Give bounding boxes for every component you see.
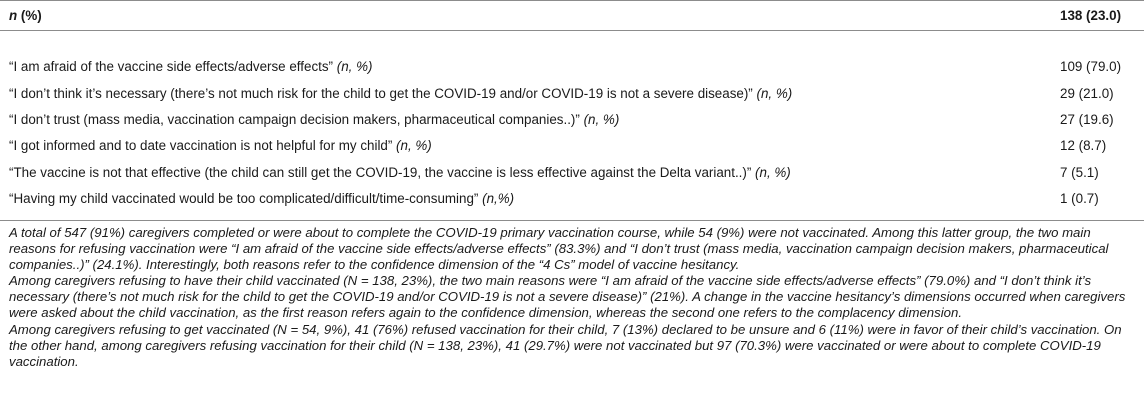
table-row-value: 12 (8.7) — [1060, 138, 1107, 153]
header-n-variable: n — [9, 8, 18, 23]
row-text: “I don’t think it’s necessary (there’s not much risk for the child to get the COVID-19 and/or COVID-19 is not a severe disease)” — [9, 86, 753, 101]
row-suffix: (n, %) — [392, 138, 432, 153]
header-percent-label: (%) — [17, 8, 42, 23]
row-suffix: (n, %) — [751, 165, 791, 180]
header-total: 138 (23.0) — [1060, 8, 1122, 23]
table-row-label — [9, 191, 514, 207]
footnote-paragraph: Among caregivers refusing to get vaccinated (N = 54, 9%), 41 (76%) refused vaccination for their child, 7 (13%) declared to be unsure and 6 (11%) were in favor of their child’s vaccination. On the other hand, among caregivers refusing vaccination for their child (N = 138, 23%), 41 (29.7%) were not vaccinated but 97 (70.3%) were vaccinated or were about to complete COVID-19 vaccination. — [9, 321, 1122, 369]
table-row-label — [9, 138, 432, 154]
row-suffix: (n, %) — [579, 112, 620, 127]
row-text: “Having my child vaccinated would be too complicated/difficult/time-consuming” — [9, 191, 479, 206]
table-row-label — [9, 112, 619, 128]
footnote-paragraph: A total of 547 (91%) caregivers completed or were about to complete the COVID-19 primary vaccination course, while 54 (9%) were not vaccinated. Among this latter group, the two main reasons for refusing vaccination were “I am afraid of the vaccine side effects/adverse effects” (83.3%) and “I don’t trust (mass media, vaccination campaign decision makers, pharmaceutical companies..)” (24.1%). Interestingly, both reasons refer to the confidence dimension of the “4 Cs” model of vaccine hesitancy. — [9, 225, 1109, 273]
row-text: “I got informed and to date vaccination is not helpful for my child” — [9, 138, 393, 153]
header-rule — [0, 30, 1144, 31]
table-row-value: 7 (5.1) — [1060, 165, 1099, 180]
table-row-value: 1 (0.7) — [1060, 191, 1099, 206]
table-row-value: 109 (79.0) — [1060, 59, 1122, 74]
row-text: “The vaccine is not that effective (the child can still get the COVID-19, the vaccine is less effective against the Delta variant..)” — [9, 165, 752, 180]
table-row-label — [9, 86, 792, 102]
header-label — [9, 8, 42, 24]
row-text: “I don’t trust (mass media, vaccination campaign decision makers, pharmaceutical companies..)” — [9, 112, 580, 127]
row-text: “I am afraid of the vaccine side effects/adverse effects” — [9, 59, 334, 74]
table-row-value: 27 (19.6) — [1060, 112, 1114, 127]
table-row-label — [9, 165, 791, 181]
row-suffix: (n,%) — [478, 191, 515, 206]
top-rule — [0, 0, 1144, 1]
row-suffix: (n, %) — [752, 86, 793, 101]
table-row-label — [9, 59, 372, 75]
table-row-value: 29 (21.0) — [1060, 86, 1114, 101]
bottom-rule — [0, 220, 1144, 221]
table-footnotes — [9, 225, 1139, 370]
footnote-paragraph: Among caregivers refusing to have their child vaccinated (N = 138, 23%), the two main reasons were “I am afraid of the vaccine side effects/adverse effects” (79.0%) and “I don’t think it’s necessary (there’s not much risk for the child to get the COVID-19 and/or COVID-19 is not a severe disease)” (21%). A change in the vaccine hesitancy’s dimensions occurred when caregivers were asked about the child vaccination, as the first reason refers again to the confidence dimension, whereas the second one refers to the complacency dimension. — [9, 273, 1126, 321]
row-suffix: (n, %) — [333, 59, 373, 74]
